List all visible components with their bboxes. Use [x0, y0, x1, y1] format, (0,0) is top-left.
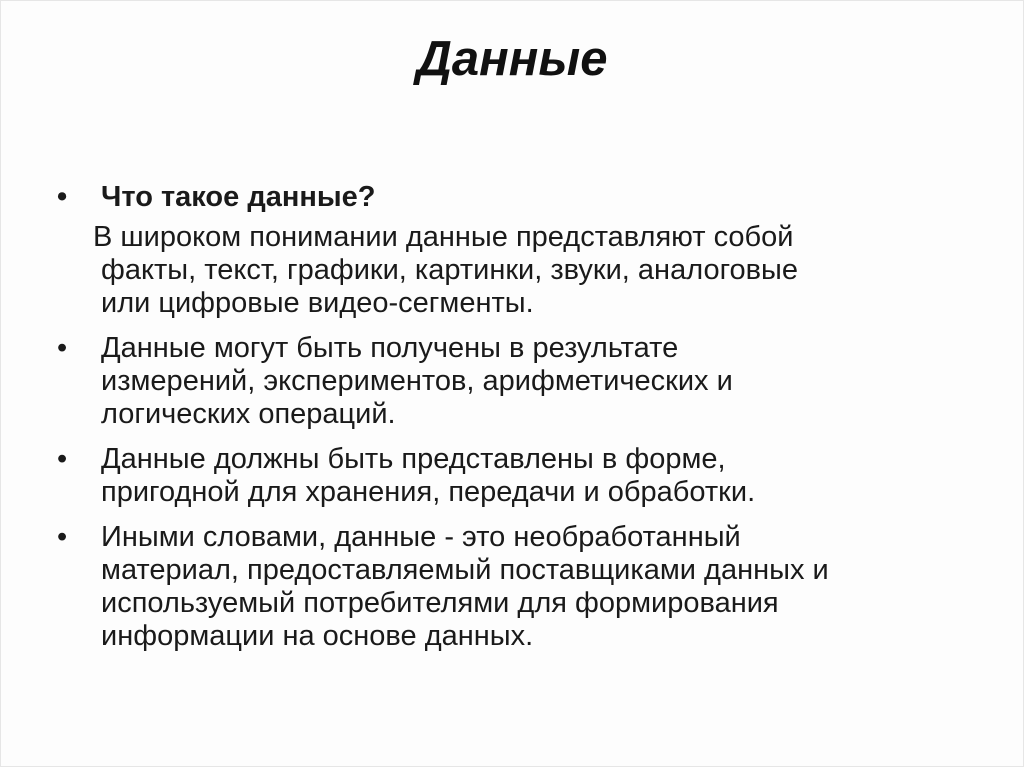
bullet-dot: • — [57, 332, 68, 364]
point-3-line-2: материал, предоставляемый поставщиками данных и — [101, 554, 829, 586]
point-3-line-3: используемый потребителями для формирования — [101, 587, 779, 619]
point-3-line-4: информации на основе данных. — [101, 620, 534, 652]
bullet-question — [57, 181, 997, 214]
definition-paragraph — [57, 221, 997, 320]
point-1-line-3: логических операций. — [101, 398, 396, 430]
question-text: Что такое данные? — [101, 181, 376, 213]
slide-content — [57, 181, 997, 653]
bullet-dot: • — [57, 521, 68, 553]
slide-title: Данные — [416, 32, 608, 86]
definition-line-1: В широком понимании данные представляют собой — [93, 221, 794, 253]
point-2-line-1: Данные должны быть представлены в форме, — [101, 443, 726, 475]
bullet-dot: • — [57, 181, 68, 213]
bullet-point-2 — [57, 443, 997, 509]
point-1-line-2: измерений, экспериментов, арифметических и — [101, 365, 733, 397]
point-3-line-1: Иными словами, данные - это необработанный — [101, 521, 741, 553]
bullet-point-3 — [57, 521, 997, 653]
point-2-line-2: пригодной для хранения, передачи и обработки. — [101, 476, 756, 508]
bullet-dot: • — [57, 443, 68, 475]
bullet-point-1 — [57, 332, 997, 431]
definition-line-3: или цифровые видео-сегменты. — [101, 287, 534, 319]
point-1-line-1: Данные могут быть получены в результате — [101, 332, 679, 364]
definition-line-2: факты, текст, графики, картинки, звуки, аналоговые — [101, 254, 799, 286]
